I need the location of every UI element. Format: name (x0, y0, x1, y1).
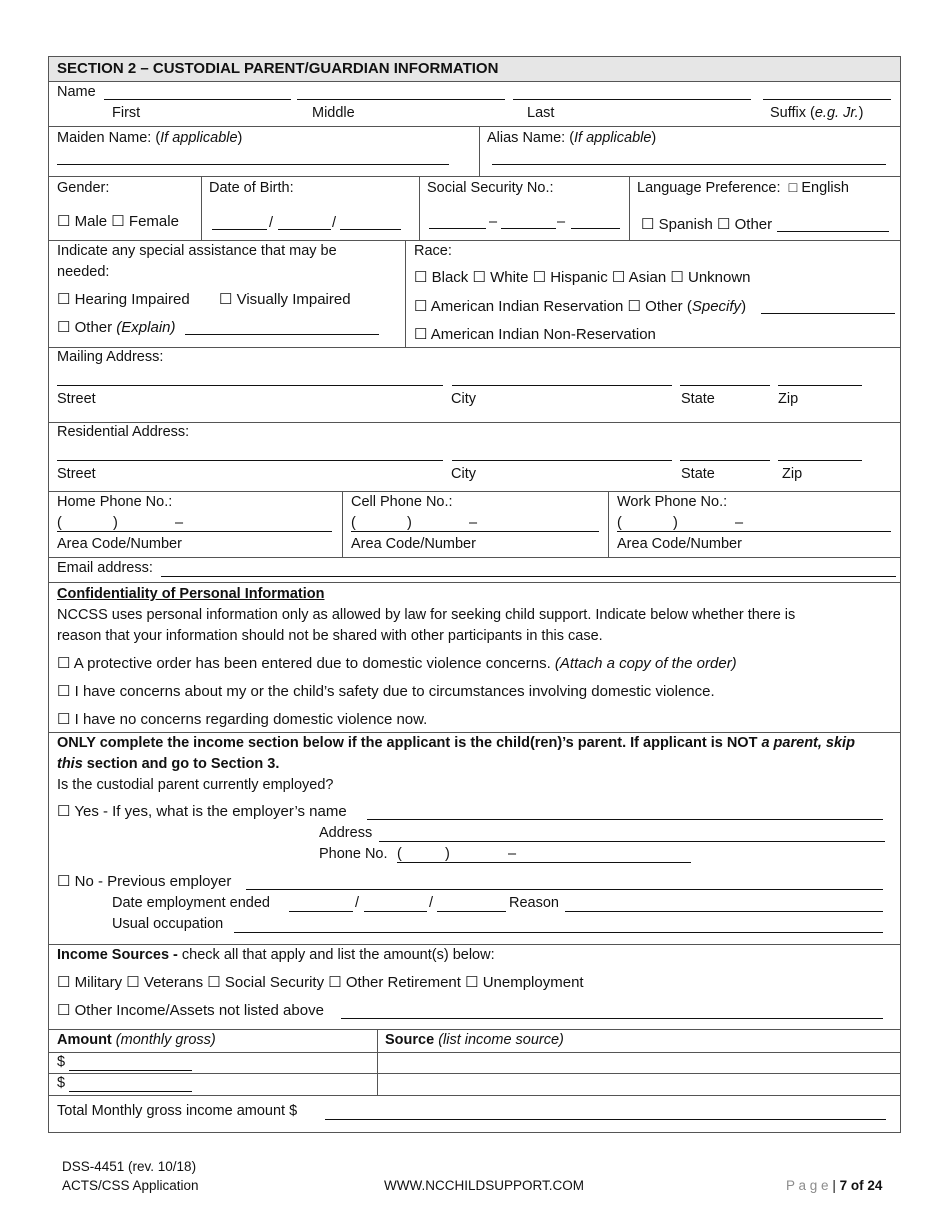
race-other-field[interactable] (761, 313, 895, 314)
date-ended-day-field[interactable] (364, 911, 427, 912)
visually-impaired-checkbox[interactable]: ☐ Visually Impaired (219, 291, 351, 308)
amount-row1-dollar: $ (57, 1054, 66, 1070)
dob-year-field[interactable] (340, 229, 401, 230)
mailing-state-caption: State (681, 391, 715, 407)
amount-row2-field[interactable] (69, 1091, 192, 1092)
usual-occupation-field[interactable] (234, 932, 883, 933)
residential-zip-field[interactable] (778, 460, 862, 461)
cell-phone-caption: Area Code/Number (351, 536, 476, 552)
email-field[interactable] (161, 576, 896, 577)
work-phone-label: Work Phone No.: (617, 494, 728, 510)
middle-caption: Middle (312, 105, 355, 121)
dob-sep2: / (332, 215, 337, 231)
confidentiality-para-line1: NCCSS uses personal information only as allowed by law for seeking child support. Indicate below whether there is (57, 607, 796, 623)
work-phone-dash: – (735, 515, 744, 531)
mailing-street-field[interactable] (57, 385, 443, 386)
home-phone-dash: – (175, 515, 184, 531)
maiden-name-field[interactable] (57, 164, 449, 165)
other-income-checkbox[interactable]: ☐ Other Income/Assets not listed above (57, 1002, 324, 1019)
assistance-other-checkbox[interactable]: ☐ Other (Explain) (57, 319, 176, 336)
employed-no-checkbox[interactable]: ☐ No - Previous employer (57, 873, 232, 890)
cell-phone-close: ) (407, 515, 412, 531)
reason-label: Reason (509, 895, 559, 911)
first-name-field[interactable] (104, 99, 291, 100)
last-name-field[interactable] (513, 99, 751, 100)
reason-field[interactable] (565, 911, 883, 912)
income-source-options[interactable]: ☐ Military ☐ Veterans ☐ Social Security ☐ Other Retirement ☐ Unemployment (57, 974, 584, 991)
ssn-part1-field[interactable] (429, 228, 486, 229)
residential-city-caption: City (451, 466, 476, 482)
no-concerns-checkbox[interactable]: ☐ I have no concerns regarding domestic violence now. (57, 711, 428, 728)
date-ended-sep2: / (429, 895, 434, 911)
mailing-zip-caption: Zip (778, 391, 799, 407)
employer-name-field[interactable] (367, 819, 883, 820)
home-phone-field[interactable] (57, 531, 332, 532)
work-phone-caption: Area Code/Number (617, 536, 742, 552)
income-notice-line2: this section and go to Section 3. (57, 756, 280, 772)
maiden-name-label: Maiden Name: (If applicable) (57, 130, 243, 146)
cell-phone-open: ( (351, 515, 356, 531)
total-income-label: Total Monthly gross income amount $ (57, 1103, 298, 1119)
date-ended-sep1: / (355, 895, 360, 911)
ssn-label: Social Security No.: (427, 180, 554, 196)
assistance-other-field[interactable] (185, 334, 379, 335)
residential-state-caption: State (681, 466, 715, 482)
work-phone-field[interactable] (617, 531, 891, 532)
dob-sep1: / (269, 215, 274, 231)
middle-name-field[interactable] (297, 99, 505, 100)
home-phone-close: ) (113, 515, 118, 531)
date-ended-month-field[interactable] (289, 911, 353, 912)
mailing-city-field[interactable] (452, 385, 672, 386)
language-other-field[interactable] (777, 231, 889, 232)
suffix-field[interactable] (763, 99, 891, 100)
mailing-city-caption: City (451, 391, 476, 407)
form-id: DSS-4451 (rev. 10/18) (62, 1159, 197, 1174)
assistance-label-line1: Indicate any special assistance that may be (57, 243, 337, 259)
dob-month-field[interactable] (212, 229, 267, 230)
date-ended-year-field[interactable] (437, 911, 506, 912)
residential-zip-caption: Zip (782, 466, 803, 482)
mailing-address-label: Mailing Address: (57, 349, 164, 365)
income-sources-heading: Income Sources - check all that apply and list the amount(s) below: (57, 947, 495, 963)
cell-phone-label: Cell Phone No.: (351, 494, 453, 510)
section-title: SECTION 2 – CUSTODIAL PARENT/GUARDIAN INFORMATION (57, 60, 499, 77)
form-name: ACTS/CSS Application (62, 1178, 199, 1193)
mailing-street-caption: Street (57, 391, 96, 407)
assistance-label-line2: needed: (57, 264, 110, 280)
name-label: Name (57, 84, 96, 100)
language-label: Language Preference: □ English (637, 180, 849, 196)
language-row2[interactable]: ☐ Spanish ☐ Other (641, 216, 773, 233)
amount-row2-dollar: $ (57, 1075, 66, 1091)
dob-day-field[interactable] (278, 229, 331, 230)
employer-phone-label: Phone No. (319, 846, 388, 862)
previous-employer-field[interactable] (246, 889, 883, 890)
work-phone-open: ( (617, 515, 622, 531)
other-income-field[interactable] (341, 1018, 883, 1019)
first-caption: First (112, 105, 141, 121)
last-caption: Last (527, 105, 555, 121)
income-notice-line1: ONLY complete the income section below if the applicant is the child(ren)’s parent. If applicant is NOT a parent, skip (57, 735, 855, 751)
employed-yes-checkbox[interactable]: ☐ Yes - If yes, what is the employer’s name (57, 803, 347, 820)
residential-street-field[interactable] (57, 460, 443, 461)
language-english-option[interactable]: □ English (788, 180, 849, 196)
email-label: Email address: (57, 560, 153, 576)
safety-concerns-checkbox[interactable]: ☐ I have concerns about my or the child’s safety due to circumstances involving domestic violence. (57, 683, 715, 700)
page-indicator: P a g e | 7 of 24 (786, 1178, 883, 1193)
work-phone-close: ) (673, 515, 678, 531)
ssn-dash2: – (557, 214, 566, 230)
race-row1-options[interactable]: ☐ Black ☐ White ☐ Hispanic ☐ Asian ☐ Unknown (414, 269, 751, 286)
home-phone-open: ( (57, 515, 62, 531)
race-label: Race: (414, 243, 452, 259)
residential-city-field[interactable] (452, 460, 672, 461)
employer-address-field[interactable] (379, 841, 885, 842)
residential-address-label: Residential Address: (57, 424, 190, 440)
mailing-zip-field[interactable] (778, 385, 862, 386)
website-link[interactable]: WWW.NCCHILDSUPPORT.COM (384, 1178, 585, 1193)
usual-occupation-label: Usual occupation (112, 916, 224, 932)
custodial-parent-form (48, 56, 901, 1133)
employer-phone-close: ) (445, 846, 450, 862)
dob-label: Date of Birth: (209, 180, 294, 196)
gender-options[interactable]: ☐ Male ☐ Female (57, 213, 179, 230)
protective-order-checkbox[interactable]: ☐ A protective order has been entered due to domestic violence concerns. (Attach a copy of the order) (57, 655, 737, 672)
confidentiality-para-line2: reason that your information should not be shared with other participants in this case. (57, 628, 603, 644)
ssn-dash1: – (489, 214, 498, 230)
mailing-state-field[interactable] (680, 385, 770, 386)
home-phone-caption: Area Code/Number (57, 536, 182, 552)
gender-label: Gender: (57, 180, 110, 196)
employer-address-label: Address (319, 825, 373, 841)
total-income-field[interactable] (325, 1119, 886, 1120)
amount-header: Amount (monthly gross) (57, 1032, 216, 1048)
residential-street-caption: Street (57, 466, 96, 482)
amount-row1-field[interactable] (69, 1070, 192, 1071)
employer-phone-field[interactable] (397, 862, 691, 863)
alias-name-field[interactable] (492, 164, 886, 165)
confidentiality-title: Confidentiality of Personal Information (57, 586, 325, 602)
employer-phone-dash: – (508, 846, 517, 862)
ssn-part2-field[interactable] (501, 228, 556, 229)
source-header: Source (list income source) (385, 1032, 564, 1048)
alias-name-label: Alias Name: (If applicable) (487, 130, 657, 146)
employer-phone-open: ( (397, 846, 402, 862)
hearing-impaired-checkbox[interactable]: ☐ Hearing Impaired (57, 291, 190, 308)
suffix-caption: Suffix (e.g. Jr.) (770, 105, 864, 121)
cell-phone-dash: – (469, 515, 478, 531)
residential-state-field[interactable] (680, 460, 770, 461)
employed-question: Is the custodial parent currently employed? (57, 777, 334, 793)
race-row2-options[interactable]: ☐ American Indian Reservation ☐ Other (Specify) (414, 298, 747, 315)
ssn-part3-field[interactable] (571, 228, 620, 229)
race-row3-option[interactable]: ☐ American Indian Non-Reservation (414, 326, 656, 343)
home-phone-label: Home Phone No.: (57, 494, 173, 510)
date-ended-label: Date employment ended (112, 895, 270, 911)
